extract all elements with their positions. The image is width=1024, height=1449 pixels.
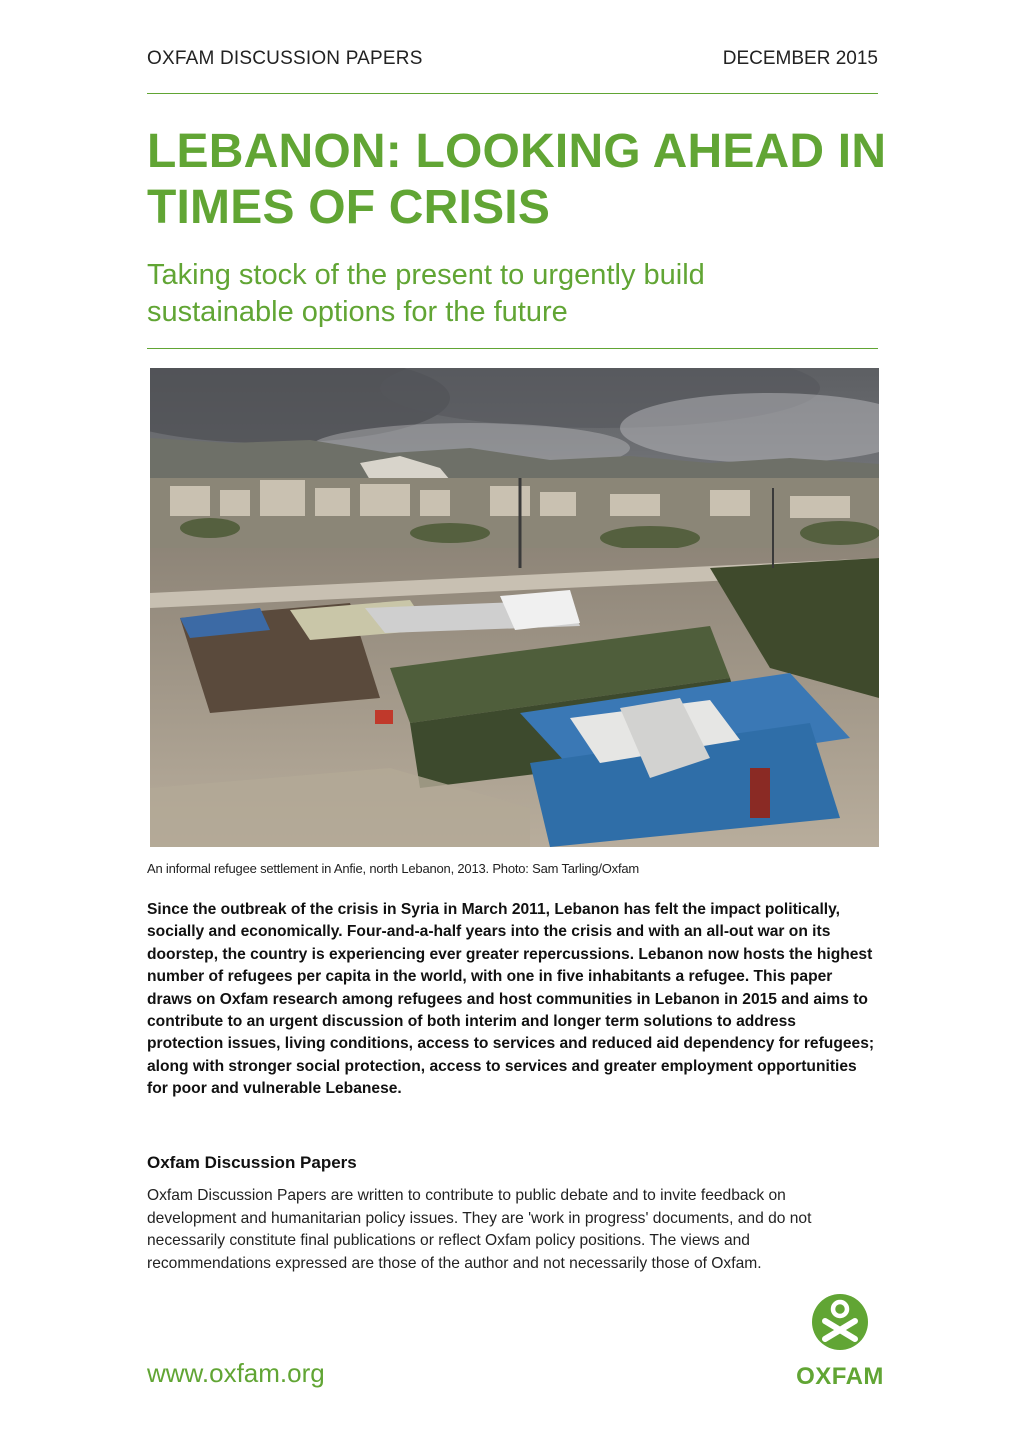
page-title: LEBANON: LOOKING AHEAD IN TIMES OF CRISIS: [147, 125, 887, 234]
summary-paragraph: Since the outbreak of the crisis in Syria in March 2011, Lebanon has felt the impact politically, socially and economically. Four-and-a-half years into the crisis and with an all-out war on its doorstep, the country is experiencing ever greater repercussions. Lebanon now hosts the highest number of refugees per capita in the world, with one in five inhabitants a refugee. This paper draws on Oxfam research among refugees and host communities in Lebanon in 2015 and aims to contribute to an urgent discussion of both interim and longer term solutions to address protection issues, living conditions, access to services and reduced aid dependency for refugees; along with stronger social protection, access to services and greater employment opportunities for poor and vulnerable Lebanese.: [147, 901, 875, 1098]
photo-caption: An informal refugee settlement in Anfie, north Lebanon, 2013. Photo: Sam Tarling/Oxfam: [147, 861, 640, 876]
series-label: OXFAM DISCUSSION PAPERS: [147, 48, 423, 69]
website-link[interactable]: www.oxfam.org: [147, 1358, 325, 1388]
svg-text:OXFAM: OXFAM: [796, 1363, 884, 1390]
oxfam-logo: [793, 1291, 887, 1391]
title-divider: [147, 348, 878, 349]
top-divider: [147, 93, 878, 94]
page-subtitle: Taking stock of the present to urgently build sustainable options for the future: [147, 259, 705, 328]
section-body: Oxfam Discussion Papers are written to contribute to public debate and to invite feedback on development and humanitarian policy issues. They are 'work in progress' documents, and do not necessarily constitute final publications or reflect Oxfam policy positions. The views and recommendations expressed are those of the author and not necessarily those of Oxfam.: [147, 1187, 812, 1272]
publication-date: DECEMBER 2015: [722, 48, 878, 69]
cover-photo: [150, 368, 879, 847]
section-heading: Oxfam Discussion Papers: [147, 1153, 357, 1172]
